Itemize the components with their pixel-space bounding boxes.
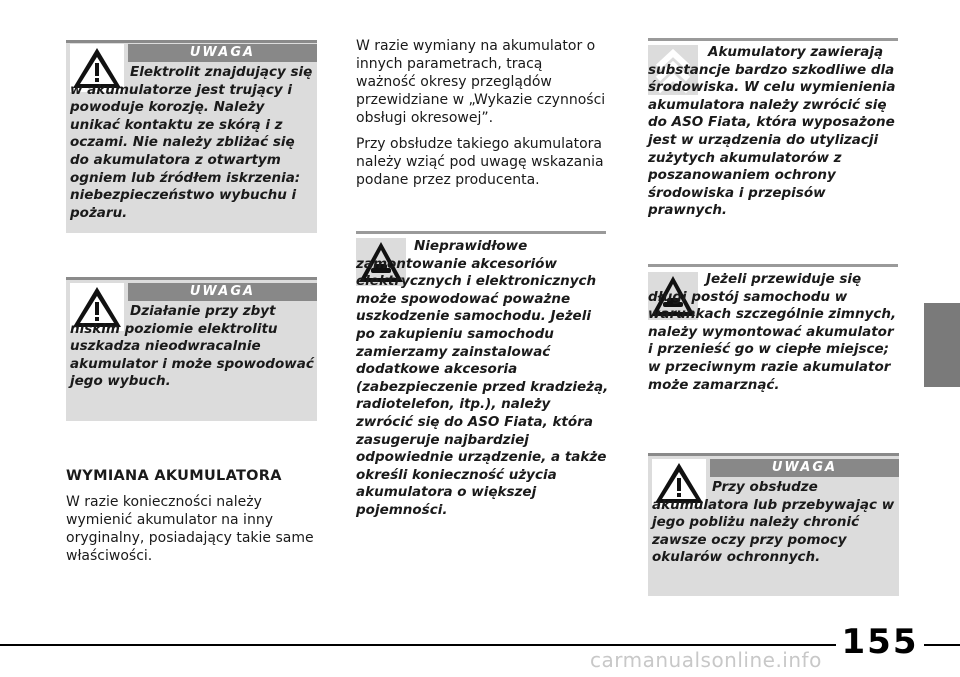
warning-text-low-electrolyte: Działanie przy zbyt niskim poziomie elektrolitu uszkadza nieodwracalnie akumulator i może spowodować jego wybuch. <box>70 303 314 390</box>
section-heading-battery-replacement: WYMIANA AKUMULATORA <box>66 468 282 484</box>
paragraph-battery-replacement: W razie konieczności należy wymienić akumulator na inny oryginalny, posiadający takie same właściwości. <box>66 494 314 564</box>
note-top-rule <box>648 264 898 267</box>
note-accessories: Nieprawidłowe zamontowanie akcesoriów elektrycznych i elektronicznych może spowodować poważne uszkodzenie samochodu. Jeżeli po zakupieniu samochodu zamierzamy zainstalować dodatkowe akcesoria (zabezpieczenie przed kradzieżą, radiotelefon, itp.), należy zwrócić się do ASO Fiata, która zasugeruje najbardziej odpowiednie urządzenie, a także określi konieczność użycia akumulatora o większej pojemności. <box>356 238 609 518</box>
chapter-side-tab <box>924 303 960 387</box>
note-top-rule <box>648 38 898 41</box>
warning-box-low-electrolyte <box>66 277 317 421</box>
footer-rule <box>0 644 960 646</box>
warning-label: UWAGA <box>128 283 317 301</box>
warning-label: UWAGA <box>710 459 899 477</box>
watermark: carmanualsonline.info <box>590 648 822 672</box>
note-top-rule <box>356 231 606 234</box>
warning-text-eye-protection: Przy obsłudze akumulatora lub przebywając w jego pobliżu należy chronić zawsze oczy przy pomocy okularów ochronnych. <box>652 479 895 566</box>
warning-label: UWAGA <box>128 44 317 62</box>
page-number: 155 <box>836 624 924 660</box>
box-top-rule <box>648 453 899 456</box>
warning-box-electrolyte <box>66 40 317 233</box>
box-top-rule <box>66 40 317 43</box>
note-long-storage: Jeżeli przewiduje się długi postój samochodu w warunkach szczególnie zimnych, należy wymontować akumulator i przenieść go w ciepłe miejsce; w przeciwnym razie akumulator może zamarznąć. <box>648 271 897 393</box>
warning-text-electrolyte: Elektrolit znajdujący się w akumulatorze jest trujący i powoduje korozję. Należy unikać kontaktu ze skórą i z oczami. Nie należy zbliżać się do akumulatora z otwartym ogniem lub źródłem iskrzenia: niebezpieczeństwo wybuchu i pożaru. <box>70 64 313 221</box>
paragraph-manufacturer-instructions: Przy obsłudze takiego akumulatora należy wziąć pod uwagę wskazania podane przez producenta. <box>356 136 604 188</box>
box-top-rule <box>66 277 317 280</box>
note-environment: Akumulatory zawierają substancje bardzo szkodliwe dla środowiska. W celu wymienienia akumulatora należy zwrócić się do ASO Fiata, która wyposażone jest w urządzenia do utylizacji zużytych akumulatorów z poszanowaniem ochrony środowiska i przepisów prawnych. <box>648 44 896 219</box>
warning-box-eye-protection <box>648 453 899 596</box>
paragraph-different-battery: W razie wymiany na akumulator o innych parametrach, tracą ważność okresy przeglądów przewidziane w „Wykazie czynności obsługi okresowej”. <box>356 38 606 126</box>
